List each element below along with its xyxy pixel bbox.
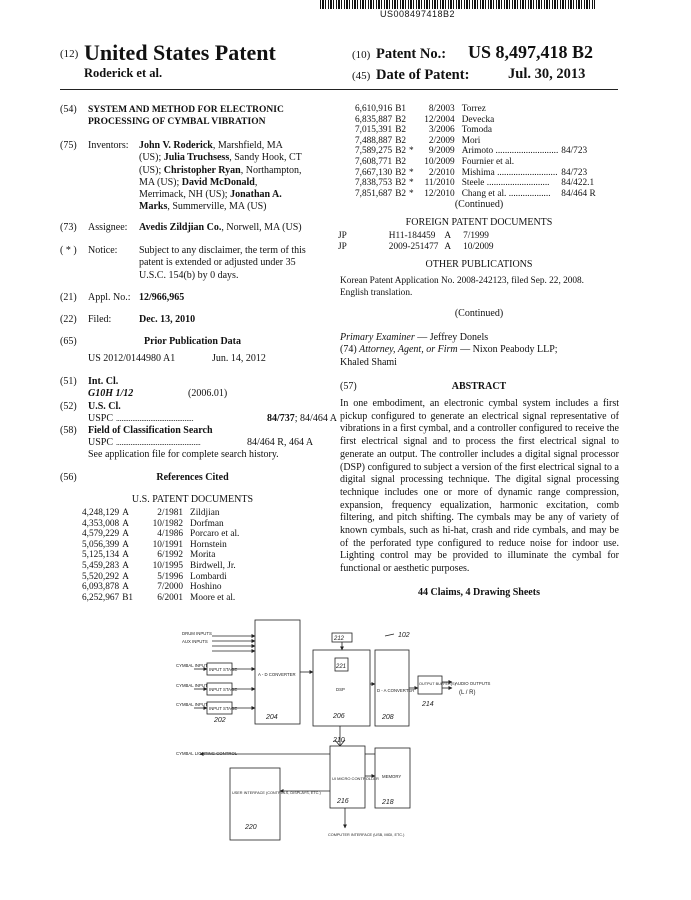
us-ref-cell: A: [122, 571, 129, 582]
us-ref-cont-cell: 7,589,275: [355, 146, 393, 157]
us-ref-cell: A: [122, 529, 129, 540]
code-52: (52): [60, 401, 77, 412]
us-ref-cont-cell: B2: [395, 167, 407, 178]
attorney-name: — Nixon Peabody LLP;: [457, 344, 558, 356]
us-ref-cont-cell: Arimoto ...........................: [461, 146, 559, 157]
us-ref-cell: 6/2001: [157, 592, 184, 603]
us-ref-cont-cell: 2/2010: [428, 167, 455, 178]
us-ref-cont-row: [355, 168, 599, 179]
us-ref-row: [82, 540, 242, 551]
int-cl-date: (2006.01): [188, 388, 228, 399]
barcode-number: US008497418B2: [380, 9, 456, 19]
ref-204: 204: [266, 714, 278, 721]
ref-210: 210: [333, 737, 345, 744]
us-ref-row: [82, 582, 242, 593]
uspc2-label: USPC: [88, 437, 114, 448]
other-pub-line: English translation.: [340, 287, 413, 298]
inventor-name: Julia Truchsess: [163, 152, 230, 164]
us-ref-cell: A: [122, 550, 129, 561]
cymbal-input-label-2: CYMBAL INPUT: [176, 683, 208, 688]
field-search-label: Field of Classification Search: [88, 425, 213, 436]
foreign-ref-cell: A: [444, 241, 452, 252]
us-ref-cont-row: [355, 125, 599, 136]
claims-sheets: 44 Claims, 4 Drawing Sheets: [418, 587, 540, 598]
ref-214: 214: [422, 701, 434, 708]
us-ref-cell: Moore et al.: [190, 592, 236, 603]
us-ref-cell: 6/1992: [157, 550, 184, 561]
audio-outputs-label: AUDIO OUTPUTS: [455, 681, 491, 686]
us-ref-cell: 6,093,878: [82, 582, 120, 593]
inventor-location: Merrimack, NH (US);: [139, 189, 231, 201]
foreign-ref-cell: 2009-251477: [388, 241, 439, 252]
us-ref-cont-cell: [561, 115, 598, 126]
foreign-docs-title: FOREIGN PATENT DOCUMENTS: [405, 217, 553, 228]
us-ref-row: [82, 529, 242, 540]
us-ref-cell: 10/1995: [152, 560, 184, 571]
inventor-name: Marks: [139, 201, 168, 213]
da-converter-label: D - A CONVERTER: [377, 688, 415, 693]
authors: Roderick et al.: [84, 66, 163, 80]
us-ref-cont-cell: 6,610,916: [355, 104, 393, 114]
ref-216: 216: [337, 798, 349, 805]
us-ref-cont-cell: 12/2010: [424, 188, 455, 199]
us-ref-cell: 5,056,399: [82, 539, 120, 550]
us-ref-cont-cell: 8/2003: [428, 104, 455, 114]
filed-date: Dec. 13, 2010: [139, 314, 196, 325]
ref-102: 102: [398, 632, 410, 639]
abstract-text: In one embodiment, an electronic cymbal system includes a first pickup configured to generate an electrical signal representative of vibrations in a first cymbal, and a controller configured to receive the first electrical signal and to process the first electrical signal to generate an output. The controller includes a digital signal processor (DSP) configured to subject a version of the first electrical signal to a digital signal processing technique. The digital signal processing technique includes one or more of dynamic range compression, expansion, frequency equalization, harmonic excitation, comb filtering, and pitch shifting. The cymbals may be any of variety of known cymbals, such as hi-hat, crash and ride cymbals, and may be of the perforated type configured to reduce noise for indoor use. Lighting control may be provided to illuminate the cymbal for functional or aesthetic purposes.: [340, 398, 619, 575]
us-ref-cell: 7/2000: [157, 582, 184, 593]
us-ref-cont-cell: Devecka: [461, 114, 495, 125]
notice-line: patent is extended or adjusted under 35: [139, 257, 296, 269]
us-ref-cont-cell: B2: [395, 146, 407, 157]
code-10: (10): [352, 49, 371, 61]
us-ref-cell: A: [122, 508, 129, 518]
ref-218: 218: [382, 799, 394, 806]
ref-202: 202: [214, 717, 226, 724]
us-ref-cont-cell: B2: [395, 135, 407, 146]
us-ref-cont-row: [355, 157, 599, 168]
us-ref-cont-cell: 2/2009: [428, 135, 455, 146]
us-ref-cont-cell: B1: [395, 104, 407, 114]
us-ref-cell: Morita: [190, 550, 216, 561]
inventor-location: (US);: [139, 164, 164, 176]
references-title: References Cited: [156, 472, 229, 483]
us-ref-cont-cell: 3/2006: [428, 125, 455, 136]
inventor-location: MA (US);: [139, 176, 182, 188]
prior-pub-date: Jun. 14, 2012: [212, 353, 266, 364]
inventor-line: [139, 165, 302, 177]
invention-title: [88, 104, 284, 129]
us-references-table: [82, 508, 242, 603]
us-ref-cell: Porcaro et al.: [190, 529, 240, 540]
ref-208: 208: [382, 714, 394, 721]
us-ref-cell: 2/1981: [157, 508, 184, 518]
us-ref-cont-row: [355, 146, 599, 157]
code-75: (75): [60, 140, 77, 151]
uspc-value: [267, 413, 337, 425]
inventor-name: David McDonald: [181, 176, 255, 188]
us-ref-cont-cell: 7,667,130: [355, 167, 393, 178]
lr-label: (L / R): [459, 690, 476, 696]
us-ref-cont-cell: 10/2009: [424, 156, 455, 167]
appl-no-label: Appl. No.:: [88, 292, 131, 303]
ref-206: 206: [333, 713, 345, 720]
user-interface-label: USER INTERFACE (CONTROLS, DISPLAYS, ETC.): [232, 791, 321, 795]
code-74: (74): [340, 344, 357, 356]
us-ref-cell: 4,579,229: [82, 529, 120, 540]
us-ref-cont-cell: 12/2004: [424, 114, 455, 125]
us-ref-cont-cell: B2: [395, 114, 407, 125]
input-stage-label-2: INPUT STAGE: [209, 687, 238, 692]
cymbal-lighting-label: CYMBAL LIGHTING CONTROL: [176, 751, 238, 756]
foreign-docs-table: [338, 231, 506, 252]
us-ref-cell: 4,353,008: [82, 518, 120, 529]
ref-212: 212: [334, 636, 345, 642]
us-ref-cont-cell: Mishima ..........................: [461, 167, 558, 178]
us-ref-cont-row: [355, 136, 599, 147]
examiner-section: [340, 332, 620, 369]
inventor-location: , Sandy Hook, CT: [229, 152, 302, 164]
us-ref-cont-cell: B2: [395, 178, 407, 189]
title-line-1: SYSTEM AND METHOD FOR ELECTRONIC: [88, 105, 284, 115]
us-ref-cell: 4,248,129: [82, 508, 120, 518]
ad-converter-label: A - D CONVERTER: [258, 672, 296, 677]
us-ref-cont-cell: Torrez: [461, 104, 486, 114]
examiner-label: Primary Examiner: [340, 332, 415, 343]
ref-220: 220: [245, 824, 257, 831]
inventor-name: John V. Roderick: [139, 140, 213, 151]
us-ref-cell: 5,459,283: [82, 560, 120, 571]
see-application: See application file for complete search history.: [88, 449, 279, 460]
us-ref-cont-cell: [409, 104, 417, 115]
title-line-2: PROCESSING OF CYMBAL VIBRATION: [88, 117, 266, 128]
us-ref-cont-cell: [561, 157, 598, 168]
uspc-dots: ...........................................: [116, 414, 194, 423]
us-ref-cont-cell: Mori: [461, 135, 481, 146]
patent-no-label: Patent No.:: [376, 46, 447, 62]
assignee-name: Avedis Zildjian Co.: [139, 222, 222, 233]
input-stage-label-3: INPUT STAGE: [209, 706, 238, 711]
us-ref-cell: 5,520,292: [82, 571, 120, 582]
foreign-ref-row: [338, 231, 506, 242]
title-section: [60, 104, 325, 134]
us-ref-cell: 5/1996: [157, 571, 184, 582]
us-ref-row: [82, 572, 242, 583]
us-ref-row: [82, 519, 242, 530]
right-references: [355, 104, 599, 199]
memory-label: MEMORY: [382, 774, 402, 779]
us-ref-cont-cell: 84/723: [561, 146, 588, 157]
us-ref-cont-cell: *: [409, 188, 414, 199]
filed-label: Filed:: [88, 314, 112, 325]
code-51: (51): [60, 376, 77, 387]
other-pubs: [340, 276, 584, 299]
abstract-title: ABSTRACT: [451, 381, 507, 392]
us-ref-cont-row: [355, 115, 599, 126]
us-ref-cont-cell: [561, 136, 598, 147]
examiner-name: — Jeffrey Donels: [414, 332, 489, 343]
us-ref-cell: Hoshino: [190, 582, 222, 593]
assignee-location: , Norwell, MA (US): [221, 222, 302, 233]
code-54: (54): [60, 104, 77, 115]
code-45: (45): [352, 70, 371, 82]
foreign-ref-cell: JP: [338, 241, 347, 252]
notice-line: Subject to any disclaimer, the term of this: [139, 245, 306, 256]
notice-label: Notice:: [88, 245, 118, 256]
int-cl: G10H 1/12: [88, 388, 134, 399]
us-ref-cell: 10/1991: [152, 539, 184, 550]
us-ref-cont-row: [355, 178, 599, 189]
us-ref-cell: Zildjian: [190, 508, 220, 518]
cymbal-input-label-1: CYMBAL INPUT: [176, 663, 208, 668]
us-ref-cont-cell: 7,015,391: [355, 125, 393, 136]
prior-pub-title: Prior Publication Data: [143, 336, 242, 347]
us-ref-cell: Birdwell, Jr.: [190, 560, 236, 571]
ui-micro-label: UI MICRO CONTROLLER: [332, 776, 379, 781]
us-ref-cont-cell: 7,488,887: [355, 135, 393, 146]
inventor-line: [139, 201, 302, 213]
code-star: ( * ): [60, 245, 77, 256]
code-57: (57): [340, 381, 357, 392]
inventors-list: [139, 140, 302, 214]
inventors-label: Inventors:: [88, 140, 129, 151]
int-cl-label: Int. Cl.: [88, 376, 119, 387]
cymbal-input-label-3: CYMBAL INPUT: [176, 702, 208, 707]
notice-line: U.S.C. 154(b) by 0 days.: [139, 269, 239, 281]
assignee: [139, 222, 302, 234]
uspc2-dots: ...............................................: [116, 438, 201, 447]
us-ref-cont-row: [355, 104, 599, 115]
code-58: (58): [60, 425, 77, 436]
us-ref-cell: A: [122, 560, 129, 571]
inventor-location: , Northampton,: [240, 164, 302, 176]
continued-link[interactable]: (Continued): [454, 199, 504, 210]
foreign-ref-cell: A: [444, 231, 452, 241]
inventor-location: , Marshfield, MA: [212, 140, 283, 151]
us-ref-cont-cell: 84/422.1: [561, 178, 595, 189]
us-ref-cell: A: [122, 539, 129, 550]
input-stage-label-1: INPUT STAGE: [209, 667, 238, 672]
foreign-ref-cell: 7/1999: [463, 231, 489, 241]
us-ref-cont-cell: Steele ...........................: [461, 178, 550, 189]
ref-221: 221: [336, 664, 347, 670]
code-12: (12): [60, 48, 79, 60]
us-ref-cont-cell: [561, 104, 598, 115]
us-ref-cont-cell: 7,608,771: [355, 156, 393, 167]
foreign-ref-cell: JP: [338, 231, 347, 241]
inventor-line: [139, 177, 302, 189]
patent-no: US 8,497,418 B2: [468, 42, 594, 62]
uspc-label: USPC: [88, 413, 114, 424]
inventor-location: ,: [254, 176, 258, 188]
inventor-name: Jonathan A.: [230, 189, 282, 201]
us-ref-cont-cell: 84/464 R: [561, 188, 596, 199]
us-patent-docs-title: U.S. PATENT DOCUMENTS: [131, 494, 254, 505]
us-ref-cell: 4/1986: [157, 529, 184, 540]
aux-inputs-label: AUX INPUTS: [182, 639, 208, 644]
date-of-patent: Jul. 30, 2013: [508, 66, 586, 82]
uspc-main: 84/737: [267, 413, 295, 424]
us-ref-cont-cell: Chang et al. ..................: [461, 188, 551, 199]
us-ref-cont-cell: [561, 125, 598, 136]
other-pubs-title: OTHER PUBLICATIONS: [425, 259, 533, 270]
us-ref-cont-cell: 7,838,753: [355, 178, 393, 189]
us-ref-cont-cell: [409, 115, 417, 126]
us-ref-cell: Lombardi: [190, 571, 227, 582]
drum-inputs-label: DRUM INPUTS: [182, 631, 212, 636]
uspc-rest: ; 84/464 A: [294, 413, 338, 424]
us-ref-cell: Dorfman: [190, 518, 224, 529]
us-ref-cont-cell: B2: [395, 125, 407, 136]
us-ref-cont-cell: Fournier et al.: [461, 156, 515, 167]
us-ref-cont-cell: 9/2009: [428, 146, 455, 157]
code-73: (73): [60, 222, 77, 233]
us-ref-cell: 10/1982: [152, 518, 184, 529]
us-ref-row: [82, 508, 242, 519]
us-ref-cell: 5,125,134: [82, 550, 120, 561]
us-ref-row: [82, 561, 242, 572]
computer-interface-label: COMPUTER INTERFACE (USB, MIDI, ETC.): [328, 833, 405, 837]
notice-text: [139, 245, 306, 282]
code-21: (21): [60, 292, 77, 303]
output-buffers-label: OUTPUT BUFFER(S): [419, 682, 456, 686]
inventor-line: [139, 152, 302, 164]
us-ref-cont-cell: 7,851,687: [355, 188, 393, 199]
us-ref-cont-cell: [409, 125, 417, 136]
uspc2-value: 84/464 R, 464 A: [247, 437, 314, 448]
us-ref-cont-cell: [409, 157, 417, 168]
inventor-location: , Summerville, MA (US): [167, 201, 267, 213]
continued-link-2[interactable]: (Continued): [454, 308, 504, 319]
inventor-line: [139, 189, 302, 201]
us-ref-cell: A: [122, 518, 129, 529]
appl-no: 12/966,965: [139, 292, 185, 303]
us-ref-cont-cell: Tomoda: [461, 125, 493, 136]
us-ref-cont-cell: *: [409, 167, 414, 178]
us-ref-row: [82, 593, 242, 604]
foreign-ref-cell: H11-184459: [388, 231, 436, 241]
patent-type-title: United States Patent: [84, 40, 276, 65]
us-ref-cont-cell: 11/2010: [424, 178, 455, 189]
foreign-ref-row: [338, 242, 506, 253]
foreign-docs: [338, 231, 506, 252]
us-ref-cont-cell: *: [409, 178, 414, 189]
header-rule: [60, 89, 618, 90]
us-ref-cell: A: [122, 582, 129, 593]
us-ref-cont-cell: 6,835,887: [355, 114, 393, 125]
us-references-table-continued: [355, 104, 599, 199]
us-ref-cell: B1: [122, 592, 134, 603]
code-56: (56): [60, 472, 77, 483]
us-ref-cont-cell: *: [409, 146, 414, 157]
code-65: (65): [60, 336, 77, 347]
inventor-line: [139, 140, 302, 152]
block-diagram: [170, 616, 520, 856]
inventor-name: Christopher Ryan: [163, 164, 241, 176]
us-cl-label: U.S. Cl.: [88, 401, 121, 412]
attorney-label: Attorney, Agent, or Firm: [359, 344, 458, 356]
barcode: [320, 0, 595, 9]
us-ref-cell: 6,252,967: [82, 592, 120, 603]
left-column: [60, 104, 325, 134]
date-label: Date of Patent:: [376, 67, 470, 83]
us-ref-cont-cell: B2: [395, 156, 407, 167]
assignee-label: Assignee:: [88, 222, 128, 233]
foreign-ref-cell: 10/2009: [463, 241, 494, 252]
us-ref-cont-cell: [409, 136, 417, 147]
us-ref-cont-row: [355, 189, 599, 200]
dsp-label: DSP: [336, 687, 345, 692]
us-ref-cont-cell: B2: [395, 188, 407, 199]
code-22: (22): [60, 314, 77, 325]
inventor-location: (US);: [139, 152, 164, 164]
attorney-name-2: Khaled Shami: [340, 356, 397, 368]
us-ref-cont-cell: 84/723: [561, 167, 588, 178]
other-pub-line: Korean Patent Application No. 2008-242123, filed Sep. 22, 2008.: [340, 276, 585, 286]
us-ref-cell: Hornstein: [190, 539, 227, 550]
prior-pub-no: US 2012/0144980 A1: [88, 353, 176, 364]
us-ref-row: [82, 550, 242, 561]
